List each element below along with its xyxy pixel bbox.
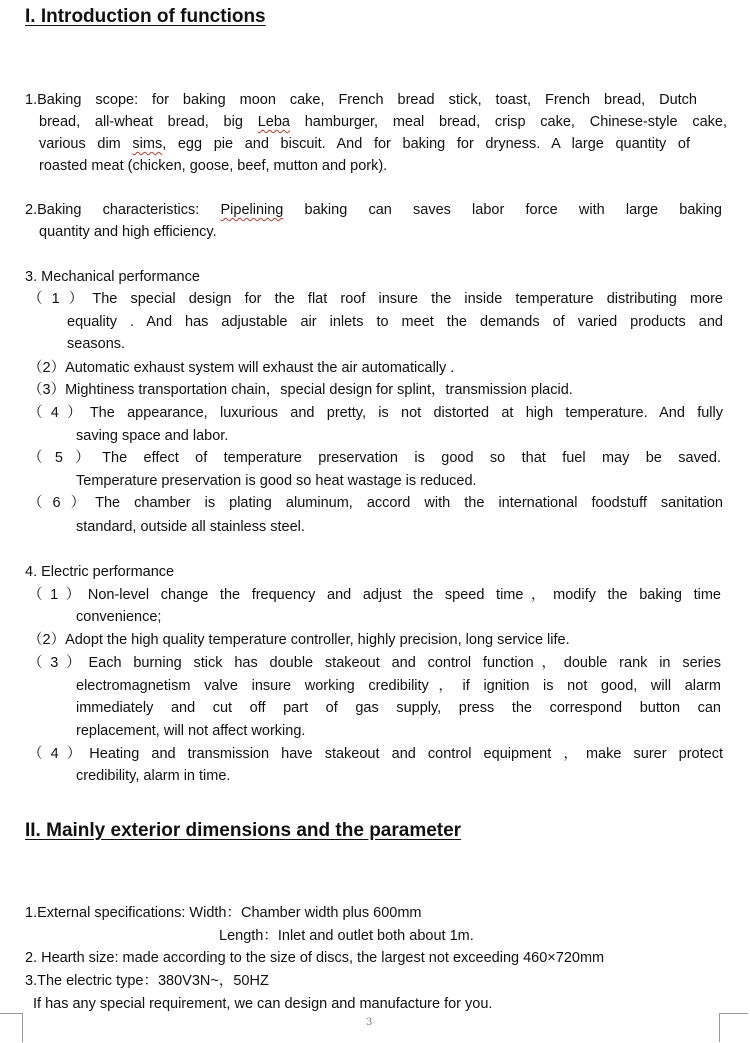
- external-specifications-line: 1.External specifications: Width：Chamber width plus 600mm: [25, 905, 422, 921]
- baking-scope-line-1: 1.Baking scope: for baking moon cake, French bread stick, toast, French bread, Dutch: [25, 92, 697, 108]
- page-corner-mark-left: [0, 1013, 23, 1042]
- special-requirement-line: If has any special requirement, we can design and manufacture for you.: [33, 996, 493, 1012]
- electric-line-6: immediately and cut off part of gas supply, press the correspond button can: [76, 700, 721, 716]
- text-run: baking can saves labor force with large baking: [283, 202, 722, 218]
- mechanical-line-9: Temperature preservation is good so heat wastage is reduced.: [76, 473, 477, 489]
- spellcheck-word: Pipelining: [220, 202, 284, 218]
- mechanical-line-1: （1）The special design for the flat roof insure the inside temperature distributing more: [28, 291, 723, 307]
- mechanical-line-7: saving space and labor.: [76, 428, 229, 444]
- electric-line-8: （4）Heating and transmission have stakeout and control equipment ，make surer protect: [28, 746, 723, 762]
- electric-line-2: convenience;: [76, 609, 162, 625]
- spellcheck-word: Leba: [257, 114, 290, 130]
- section-heading-dimensions-text: II. Mainly exterior dimensions and the parameter: [25, 820, 462, 841]
- electric-type-line: 3.The electric type：380V3N~，50HZ: [25, 973, 269, 989]
- text-run: 2.Baking characteristics:: [25, 202, 221, 218]
- mechanical-line-11: standard, outside all stainless steel.: [76, 519, 305, 535]
- section-heading-introduction-text: I. Introduction of functions: [25, 6, 266, 27]
- mechanical-performance-title: 3. Mechanical performance: [25, 269, 200, 285]
- hearth-size-line: 2. Hearth size: made according to the size of discs, the largest not exceeding 460×720mm: [25, 950, 605, 966]
- baking-characteristics-line-1: [25, 199, 722, 221]
- electric-line-5: electromagnetism valve insure working credibility，if ignition is not good, will alarm: [76, 678, 721, 694]
- page-number: 3: [366, 1017, 373, 1028]
- mechanical-line-8: （5）The effect of temperature preservation is good so that fuel may be saved.: [28, 450, 721, 466]
- electric-performance-title: 4. Electric performance: [25, 564, 175, 580]
- page-corner-mark-right: [719, 1013, 748, 1042]
- mechanical-line-4: （2）Automatic exhaust system will exhaust the air automatically .: [28, 360, 455, 376]
- text-run: various dim: [39, 136, 133, 152]
- electric-line-7: replacement, will not affect working.: [76, 723, 306, 739]
- text-run: hamburger, meal bread, crisp cake, Chinese-style cake,: [289, 114, 727, 130]
- electric-line-4: （3）Each burning stick has double stakeout and control function，double rank in series: [28, 655, 721, 671]
- mechanical-line-3: seasons.: [67, 336, 126, 352]
- electric-line-9: credibility, alarm in time.: [76, 768, 231, 784]
- baking-characteristics-line-2: quantity and high efficiency.: [39, 224, 217, 240]
- mechanical-line-2: equality . And has adjustable air inlets to meet the demands of varied products and: [67, 314, 723, 330]
- baking-scope-line-4: roasted meat (chicken, goose, beef, mutton and pork).: [39, 158, 388, 174]
- section-heading-dimensions: [25, 820, 461, 842]
- baking-scope-line-2: [39, 111, 727, 133]
- section-heading-introduction: [25, 6, 274, 28]
- text-run: bread, all-wheat bread, big: [39, 114, 258, 130]
- electric-line-1: （1）Non-level change the frequency and adjust the speed time，modify the baking time: [28, 587, 721, 603]
- electric-line-3: （2）Adopt the high quality temperature controller, highly precision, long service life.: [28, 632, 570, 648]
- baking-scope-line-3: [39, 133, 690, 155]
- text-run: , egg pie and biscuit. And for baking for dryness. A large quantity of: [162, 136, 690, 152]
- mechanical-line-10: （6）The chamber is plating aluminum, accord with the international foodstuff sanitation: [28, 495, 723, 511]
- mechanical-line-5: （3）Mightiness transportation chain，special design for splint，transmission placid.: [28, 382, 573, 398]
- spellcheck-word: sims: [132, 136, 163, 152]
- mechanical-line-6: （4）The appearance, luxurious and pretty, is not distorted at high temperature. And fully: [28, 405, 723, 421]
- length-line: Length：Inlet and outlet both about 1m.: [219, 928, 474, 944]
